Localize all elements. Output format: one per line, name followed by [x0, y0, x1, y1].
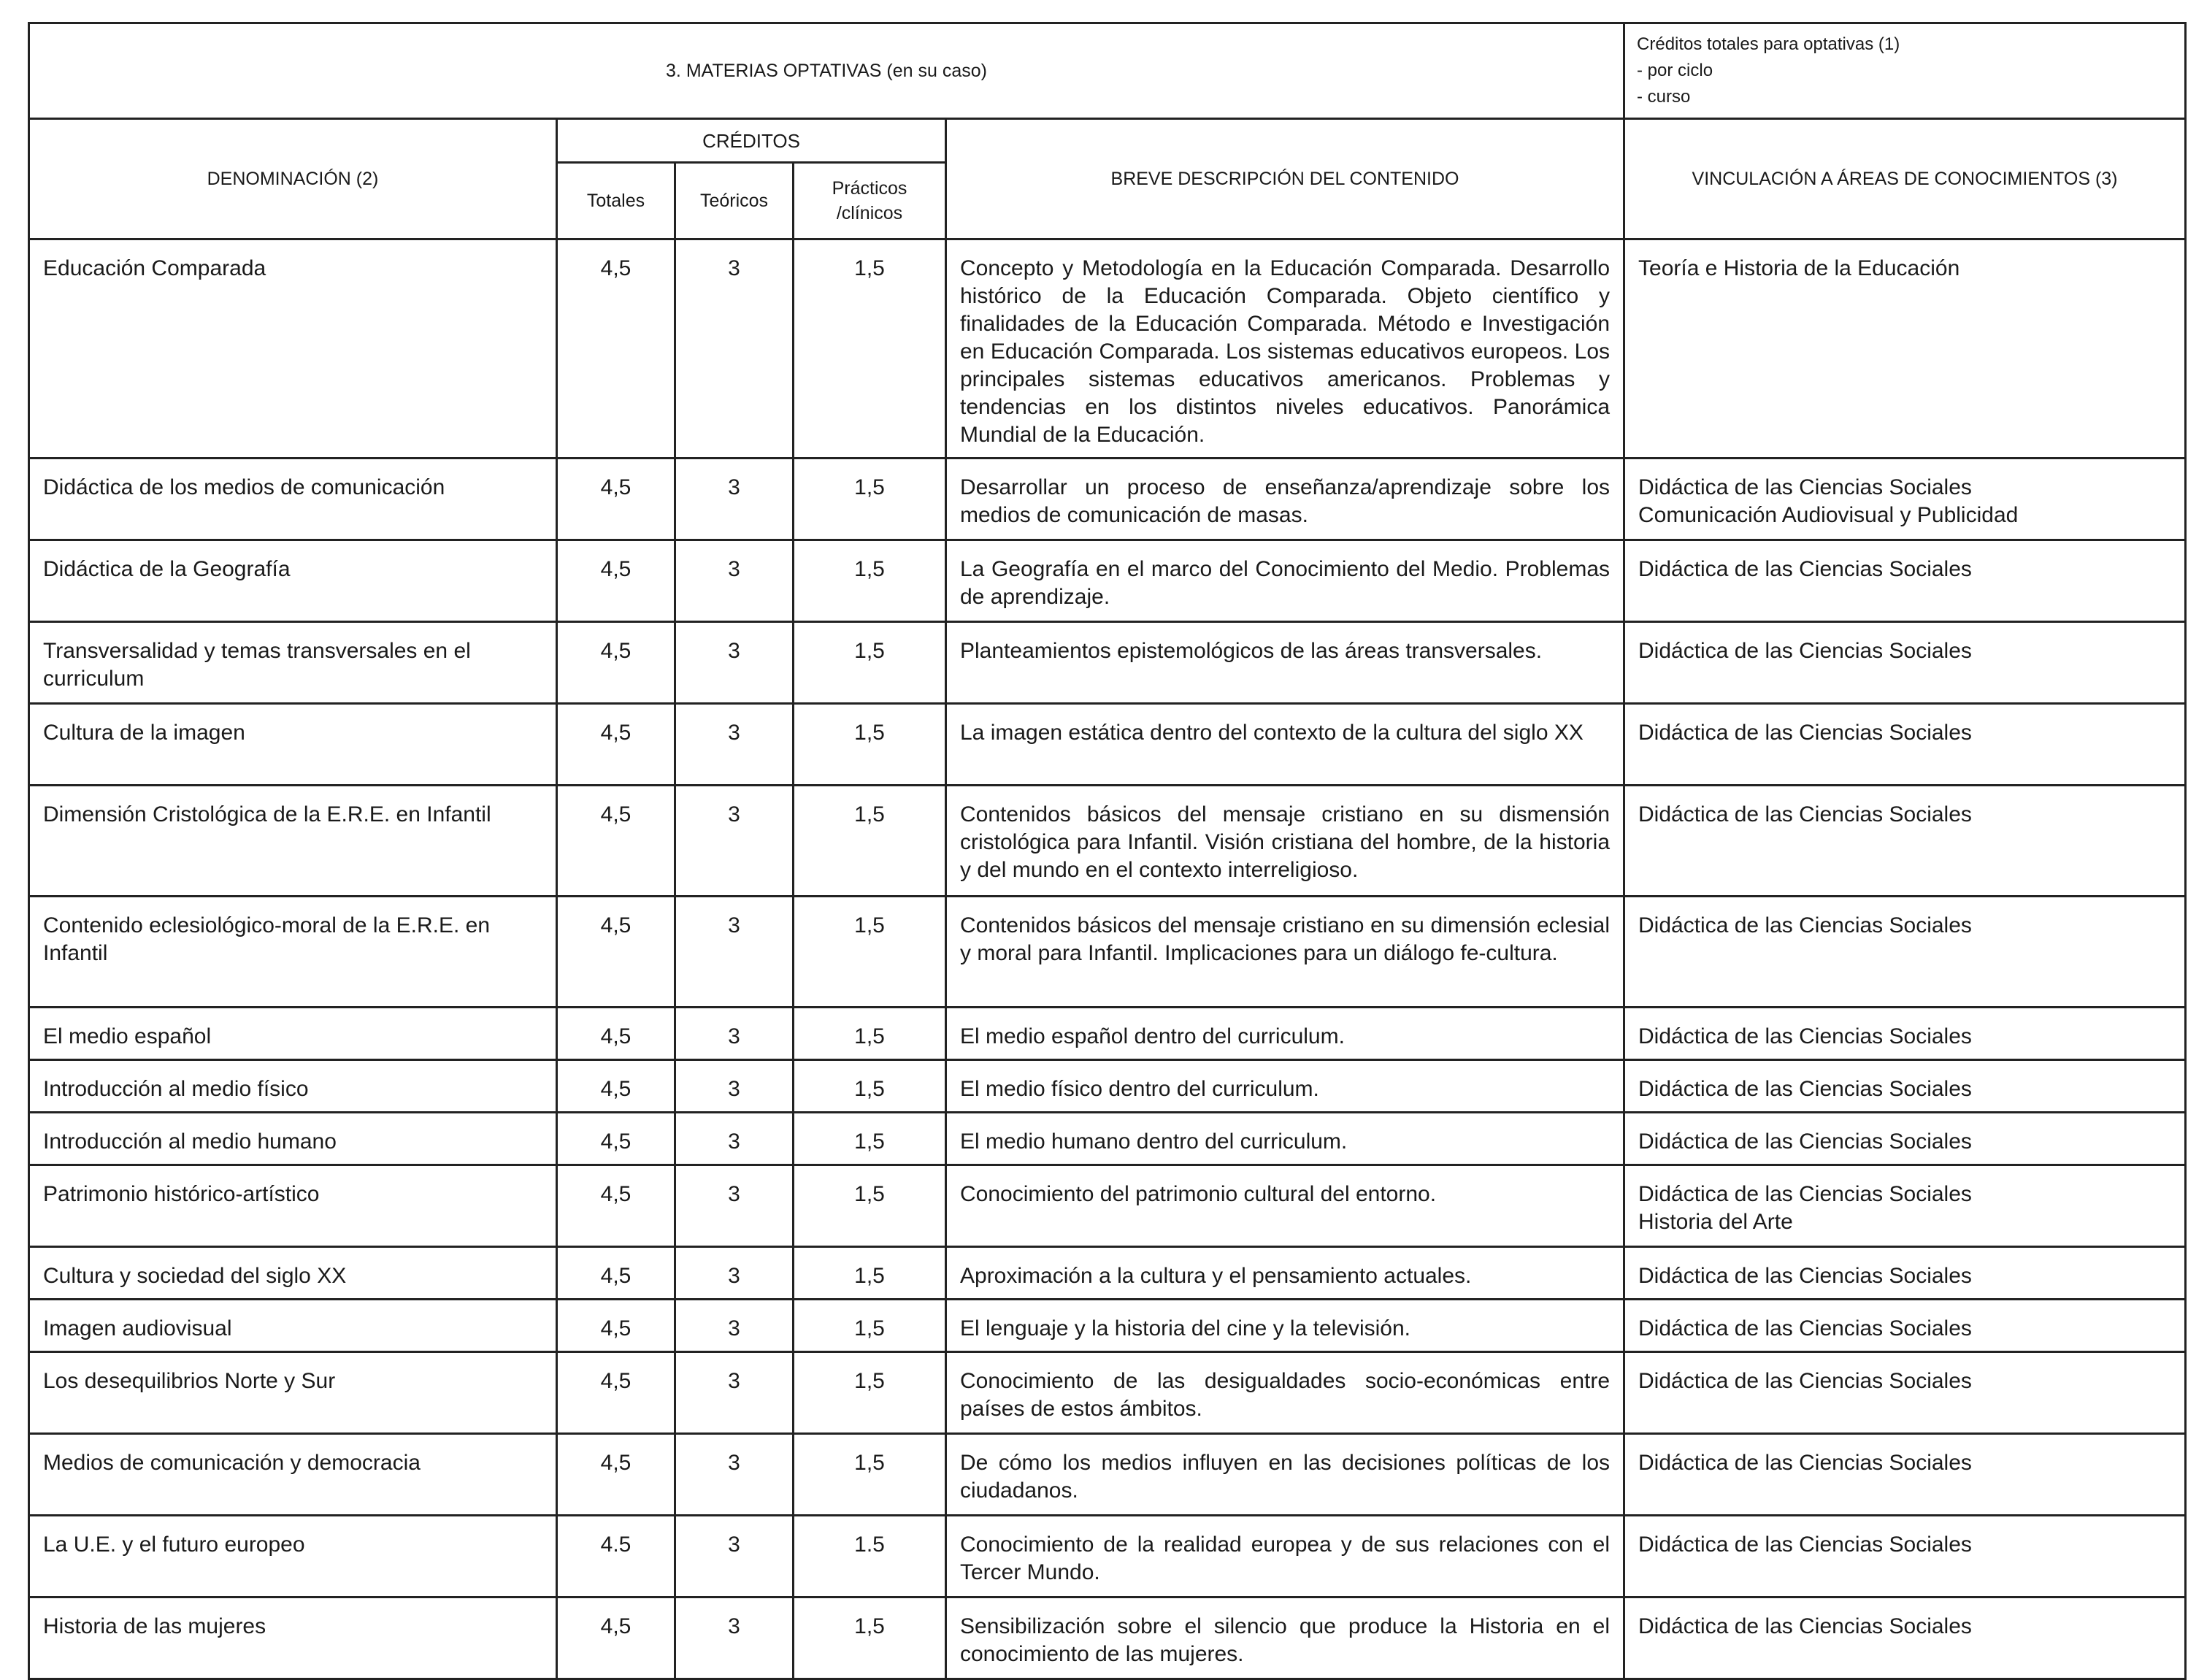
table-row — [29, 1247, 2186, 1300]
credits-practicos: 1,5 — [794, 1008, 946, 1060]
subject-description: Concepto y Metodología en la Educación Comparada. Desarrollo histórico de la Educación Comparada. Objeto científico y finalidades de la Educación Comparada. Método e Investigación en Educación Comparada. Los sistemas educativos europeos. Los principales sistemas educativos americanos. Problemas y tendencias en los distintos niveles educativos. Panorámica Mundial de la Educación. — [946, 239, 1624, 459]
table-row — [29, 1165, 2186, 1247]
credits-teoricos: 3 — [675, 239, 794, 459]
knowledge-area: Didáctica de las Ciencias Sociales — [1624, 1008, 2186, 1060]
credits-teoricos: 3 — [675, 897, 794, 1008]
credits-teoricos: 3 — [675, 1060, 794, 1113]
credits-totales: 4,5 — [557, 704, 675, 786]
credits-totales: 4,5 — [557, 1300, 675, 1352]
knowledge-area: Didáctica de las Ciencias Sociales — [1624, 1247, 2186, 1300]
subject-name: Los desequilibrios Norte y Sur — [29, 1352, 557, 1434]
knowledge-area: Didáctica de las Ciencias Sociales Comunicación Audiovisual y Publicidad — [1624, 459, 2186, 540]
table-row — [29, 1597, 2186, 1679]
credits-teoricos: 3 — [675, 1165, 794, 1247]
table-row — [29, 1113, 2186, 1165]
subject-description: Sensibilización sobre el silencio que produce la Historia en el conocimiento de las mujeres. — [946, 1597, 1624, 1679]
credits-teoricos: 3 — [675, 1597, 794, 1679]
credits-teoricos: 3 — [675, 1516, 794, 1597]
table-row — [29, 1516, 2186, 1597]
credits-practicos: 1,5 — [794, 1300, 946, 1352]
credits-practicos: 1,5 — [794, 459, 946, 540]
knowledge-area: Didáctica de las Ciencias Sociales — [1624, 1300, 2186, 1352]
subject-name: Introducción al medio físico — [29, 1060, 557, 1113]
subject-name: Patrimonio histórico-artístico — [29, 1165, 557, 1247]
knowledge-area: Didáctica de las Ciencias Sociales — [1624, 622, 2186, 704]
subject-name: La U.E. y el futuro europeo — [29, 1516, 557, 1597]
credits-teoricos: 3 — [675, 1113, 794, 1165]
knowledge-area: Didáctica de las Ciencias Sociales — [1624, 1352, 2186, 1434]
credits-total-line: - por ciclo — [1637, 61, 1713, 80]
subject-description: De cómo los medios influyen en las decisiones políticas de los ciudadanos. — [946, 1434, 1624, 1516]
credits-practicos: 1,5 — [794, 540, 946, 622]
subject-description: Conocimiento de la realidad europea y de sus relaciones con el Tercer Mundo. — [946, 1516, 1624, 1597]
credits-teoricos: 3 — [675, 1352, 794, 1434]
credits-teoricos: 3 — [675, 622, 794, 704]
col-header-teoricos: Teóricos — [675, 163, 794, 239]
credits-totales: 4,5 — [557, 1165, 675, 1247]
col-header-practicos: Prácticos /clínicos — [794, 163, 946, 239]
credits-totales: 4,5 — [557, 1434, 675, 1516]
col-header-name: DENOMINACIÓN (2) — [29, 119, 557, 239]
subject-name: Historia de las mujeres — [29, 1597, 557, 1679]
credits-totales: 4,5 — [557, 1060, 675, 1113]
credits-practicos: 1,5 — [794, 1113, 946, 1165]
table-row — [29, 1008, 2186, 1060]
subject-name: Contenido eclesiológico-moral de la E.R.E. en Infantil — [29, 897, 557, 1008]
subject-description: Contenidos básicos del mensaje cristiano en su dimensión eclesial y moral para Infantil. Implicaciones para un diálogo fe-cultura. — [946, 897, 1624, 1008]
subject-description: El medio humano dentro del curriculum. — [946, 1113, 1624, 1165]
credits-practicos: 1,5 — [794, 704, 946, 786]
table-row — [29, 622, 2186, 704]
subject-name: Cultura y sociedad del siglo XX — [29, 1247, 557, 1300]
credits-teoricos: 3 — [675, 1008, 794, 1060]
credits-totales: 4,5 — [557, 1597, 675, 1679]
credits-practicos: 1,5 — [794, 786, 946, 897]
subject-name: El medio español — [29, 1008, 557, 1060]
subject-name: Transversalidad y temas transversales en el curriculum — [29, 622, 557, 704]
credits-teoricos: 3 — [675, 459, 794, 540]
section-title: 3. MATERIAS OPTATIVAS (en su caso) — [29, 23, 1624, 119]
credits-practicos: 1,5 — [794, 1165, 946, 1247]
credits-teoricos: 3 — [675, 1434, 794, 1516]
credits-totales: 4,5 — [557, 1352, 675, 1434]
credits-totales: 4,5 — [557, 1113, 675, 1165]
credits-practicos: 1,5 — [794, 897, 946, 1008]
credits-totales: 4,5 — [557, 1008, 675, 1060]
subject-rows — [29, 239, 2186, 1679]
credits-totales: 4,5 — [557, 459, 675, 540]
knowledge-area: Didáctica de las Ciencias Sociales — [1624, 786, 2186, 897]
table-row — [29, 1352, 2186, 1434]
credits-practicos: 1.5 — [794, 1516, 946, 1597]
col-header-totales: Totales — [557, 163, 675, 239]
table-row — [29, 540, 2186, 622]
credits-practicos: 1,5 — [794, 239, 946, 459]
col-header-credits: CRÉDITOS — [557, 119, 946, 163]
knowledge-area: Didáctica de las Ciencias Sociales — [1624, 1113, 2186, 1165]
credits-teoricos: 3 — [675, 540, 794, 622]
table-row — [29, 786, 2186, 897]
credits-practicos: 1,5 — [794, 1597, 946, 1679]
optional-subjects-table — [28, 22, 2187, 1680]
subject-description: Conocimiento de las desigualdades socio-económicas entre países de estos ámbitos. — [946, 1352, 1624, 1434]
subject-description: Conocimiento del patrimonio cultural del entorno. — [946, 1165, 1624, 1247]
table-row — [29, 897, 2186, 1008]
knowledge-area: Didáctica de las Ciencias Sociales — [1624, 897, 2186, 1008]
credits-teoricos: 3 — [675, 1300, 794, 1352]
subject-name: Medios de comunicación y democracia — [29, 1434, 557, 1516]
knowledge-area: Didáctica de las Ciencias Sociales — [1624, 540, 2186, 622]
credits-total-note — [1624, 23, 2186, 119]
credits-totales: 4,5 — [557, 622, 675, 704]
col-header-area: VINCULACIÓN A ÁREAS DE CONOCIMIENTOS (3) — [1624, 119, 2186, 239]
subject-name: Introducción al medio humano — [29, 1113, 557, 1165]
subject-description: Contenidos básicos del mensaje cristiano en su dismensión cristológica para Infantil. Visión cristiana del hombre, de la historia y del mundo en el contexto interreligioso. — [946, 786, 1624, 897]
subject-name: Educación Comparada — [29, 239, 557, 459]
subject-description: Aproximación a la cultura y el pensamiento actuales. — [946, 1247, 1624, 1300]
credits-totales: 4,5 — [557, 239, 675, 459]
table-row — [29, 239, 2186, 459]
subject-description: Planteamientos epistemológicos de las áreas transversales. — [946, 622, 1624, 704]
credits-teoricos: 3 — [675, 1247, 794, 1300]
knowledge-area: Didáctica de las Ciencias Sociales — [1624, 704, 2186, 786]
knowledge-area: Didáctica de las Ciencias Sociales — [1624, 1597, 2186, 1679]
credits-practicos: 1,5 — [794, 622, 946, 704]
credits-practicos: 1,5 — [794, 1434, 946, 1516]
credits-totales: 4.5 — [557, 1516, 675, 1597]
subject-description: La imagen estática dentro del contexto de la cultura del siglo XX — [946, 704, 1624, 786]
knowledge-area: Didáctica de las Ciencias Sociales — [1624, 1060, 2186, 1113]
table-row — [29, 459, 2186, 540]
credits-totales: 4,5 — [557, 897, 675, 1008]
subject-description: El medio físico dentro del curriculum. — [946, 1060, 1624, 1113]
knowledge-area: Didáctica de las Ciencias Sociales Historia del Arte — [1624, 1165, 2186, 1247]
table-row — [29, 1060, 2186, 1113]
subject-name: Imagen audiovisual — [29, 1300, 557, 1352]
subject-description: La Geografía en el marco del Conocimiento del Medio. Problemas de aprendizaje. — [946, 540, 1624, 622]
knowledge-area: Teoría e Historia de la Educación — [1624, 239, 2186, 459]
subject-name: Didáctica de la Geografía — [29, 540, 557, 622]
subject-description: El medio español dentro del curriculum. — [946, 1008, 1624, 1060]
subject-description: El lenguaje y la historia del cine y la televisión. — [946, 1300, 1624, 1352]
subject-name: Cultura de la imagen — [29, 704, 557, 786]
credits-teoricos: 3 — [675, 704, 794, 786]
subject-description: Desarrollar un proceso de enseñanza/aprendizaje sobre los medios de comunicación de masas. — [946, 459, 1624, 540]
subject-name: Didáctica de los medios de comunicación — [29, 459, 557, 540]
table-row — [29, 1300, 2186, 1352]
knowledge-area: Didáctica de las Ciencias Sociales — [1624, 1516, 2186, 1597]
credits-totales: 4,5 — [557, 786, 675, 897]
knowledge-area: Didáctica de las Ciencias Sociales — [1624, 1434, 2186, 1516]
credits-teoricos: 3 — [675, 786, 794, 897]
credits-totales: 4,5 — [557, 540, 675, 622]
credits-total-line: - curso — [1637, 87, 1691, 107]
credits-practicos: 1,5 — [794, 1247, 946, 1300]
table-row — [29, 704, 2186, 786]
credits-totales: 4,5 — [557, 1247, 675, 1300]
subject-name: Dimensión Cristológica de la E.R.E. en Infantil — [29, 786, 557, 897]
col-header-desc: BREVE DESCRIPCIÓN DEL CONTENIDO — [946, 119, 1624, 239]
credits-total-line: Créditos totales para optativas (1) — [1637, 34, 1900, 54]
credits-practicos: 1,5 — [794, 1060, 946, 1113]
table-row — [29, 1434, 2186, 1516]
credits-practicos: 1,5 — [794, 1352, 946, 1434]
